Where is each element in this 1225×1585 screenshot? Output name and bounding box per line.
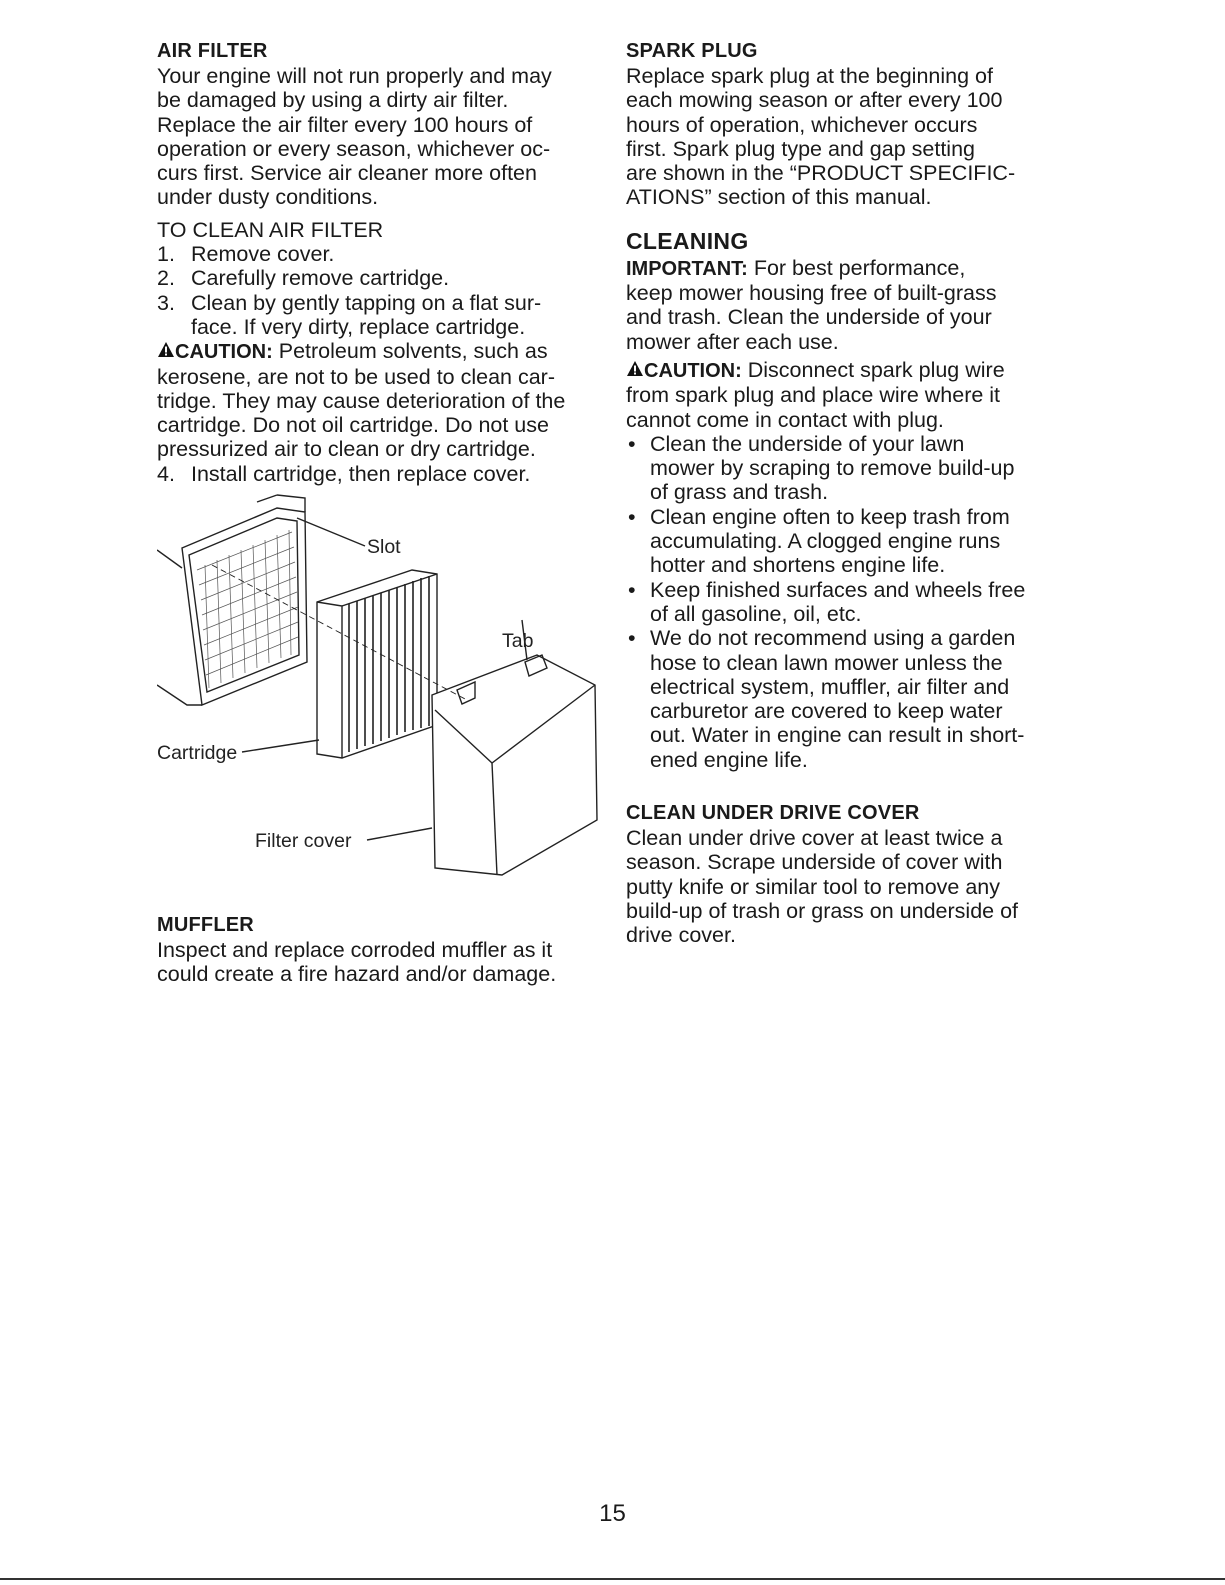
bullet-item [626,432,1066,505]
muffler-heading: MUFFLER [157,914,254,937]
caution-text: Disconnect spark plug wire [741,357,1005,382]
bullet-line: of all gasoline, oil, etc. [650,601,862,626]
bullet-dot: • [628,504,636,529]
air-filter-section [157,38,602,210]
air-filter-diagram [157,490,602,910]
right-column [626,38,1066,948]
spark-plug-line: first. Spark plug type and gap setting [626,136,975,161]
bullet-line: Clean the underside of your lawn [650,431,965,456]
spark-plug-line: ATIONS” section of this manual. [626,185,932,210]
bullet-text [650,578,1025,627]
caution-paragraph [157,339,602,364]
bullet-item [626,626,1066,772]
caution-line: tridge. They may cause deterioration of the [157,388,566,413]
drive-cover-line: putty knife or similar tool to remove any [626,874,1001,899]
spark-plug-line: hours of operation, whichever occurs [626,112,978,137]
air-filter-line: be damaged by using a dirty air filter. [157,88,509,113]
caution-line: cartridge. Do not oil cartridge. Do not use [157,413,549,438]
cleaning-section [626,226,1066,772]
important-text: For best performance, [747,255,966,280]
bullet-line: Keep finished surfaces and wheels free [650,577,1026,602]
page-number: 15 [599,1500,626,1527]
bullet-line: carburetor are covered to keep water [650,699,1003,724]
drive-cover-line: drive cover. [626,923,736,948]
bullet-line: Clean engine often to keep trash from [650,504,1010,529]
bullet-dot: • [628,626,636,651]
bullet-line: mower by scraping to remove build-up [650,456,1015,481]
tab-label: Tab [502,630,534,653]
caution-label: CAUTION: [175,341,273,364]
step-number: 3. [157,290,175,315]
muffler-section [157,912,602,987]
step-item [157,242,602,266]
caution-line: cannot come in contact with plug. [626,407,944,432]
muffler-line: Inspect and replace corroded muffler as it [157,938,553,963]
bullet-line: hose to clean lawn mower unless the [650,650,1003,675]
caution-label: CAUTION: [644,359,742,382]
step-item [157,462,602,486]
step-text: Carefully remove cartridge. [191,266,450,291]
muffler-line: could create a fire hazard and/or damage. [157,962,557,987]
air-filter-line: Your engine will not run properly and may [157,64,552,88]
step-number: 2. [157,266,175,291]
important-line: mower after each use. [626,329,839,354]
step-number: 4. [157,461,175,486]
air-filter-heading: AIR FILTER [157,40,268,62]
drive-cover-section [626,800,1066,947]
bullet-line: out. Water in engine can result in short- [650,723,1025,748]
step-text: Install cartridge, then replace cover. [191,461,531,486]
step-text: Remove cover. [191,242,335,267]
important-label: IMPORTANT: [626,257,748,280]
air-filter-line: curs first. Service air cleaner more often [157,161,537,186]
slot-label: Slot [367,536,401,559]
spark-plug-line: each mowing season or after every 100 [626,88,1003,113]
bullet-line: accumulating. A clogged engine runs [650,529,1001,554]
important-line: keep mower housing free of built-grass [626,281,997,306]
bullet-line: hotter and shortens engine life. [650,553,946,578]
bullet-text [650,432,1014,505]
bullet-item [626,578,1066,627]
bullet-line: of grass and trash. [650,480,829,505]
bullet-text [650,505,1010,578]
bullet-item [626,505,1066,578]
drive-cover-heading: CLEAN UNDER DRIVE COVER [626,802,920,825]
important-paragraph [626,256,1066,281]
caution-paragraph [626,358,1066,383]
to-clean-heading: TO CLEAN AIR FILTER [157,217,384,242]
step-item [157,291,602,340]
cleaning-heading: CLEANING [626,227,749,254]
step-text-line: face. If very dirty, replace cartridge. [191,314,526,339]
step-item [157,266,602,290]
air-filter-line: under dusty conditions. [157,185,379,210]
warning-triangle-icon [157,341,175,358]
step-text [191,291,541,340]
air-filter-line: Replace the air filter every 100 hours of [157,112,533,137]
caution-line: kerosene, are not to be used to clean car- [157,364,555,389]
bottom-divider [0,1578,1225,1580]
bullet-line: electrical system, muffler, air filter and [650,674,1010,699]
spark-plug-line: Replace spark plug at the beginning of [626,64,993,88]
important-line: and trash. Clean the underside of your [626,305,992,330]
bullet-line: ened engine life. [650,747,808,772]
warning-triangle-icon [626,360,644,377]
bullet-text [650,626,1024,772]
drive-cover-line: season. Scrape underside of cover with [626,850,1003,875]
cartridge-label: Cartridge [157,742,238,765]
spark-plug-section [626,38,1066,210]
step-text-line: Clean by gently tapping on a flat sur- [191,290,542,315]
bullet-dot: • [628,577,636,602]
bullet-dot: • [628,431,636,456]
to-clean-section [157,218,602,486]
spark-plug-line: are shown in the “PRODUCT SPECIFIC- [626,161,1016,186]
caution-text: Petroleum solvents, such as [272,339,548,364]
step-number: 1. [157,242,175,267]
air-filter-line: operation or every season, whichever oc- [157,136,551,161]
drive-cover-line: build-up of trash or grass on underside of [626,898,1019,923]
caution-line: from spark plug and place wire where it [626,383,1001,408]
drive-cover-line: Clean under drive cover at least twice a [626,826,1003,851]
bullet-line: We do not recommend using a garden [650,626,1016,651]
left-column [157,38,602,987]
spark-plug-heading: SPARK PLUG [626,40,758,62]
filter-cover-label: Filter cover [255,830,352,853]
caution-line: pressurized air to clean or dry cartridge. [157,437,536,462]
